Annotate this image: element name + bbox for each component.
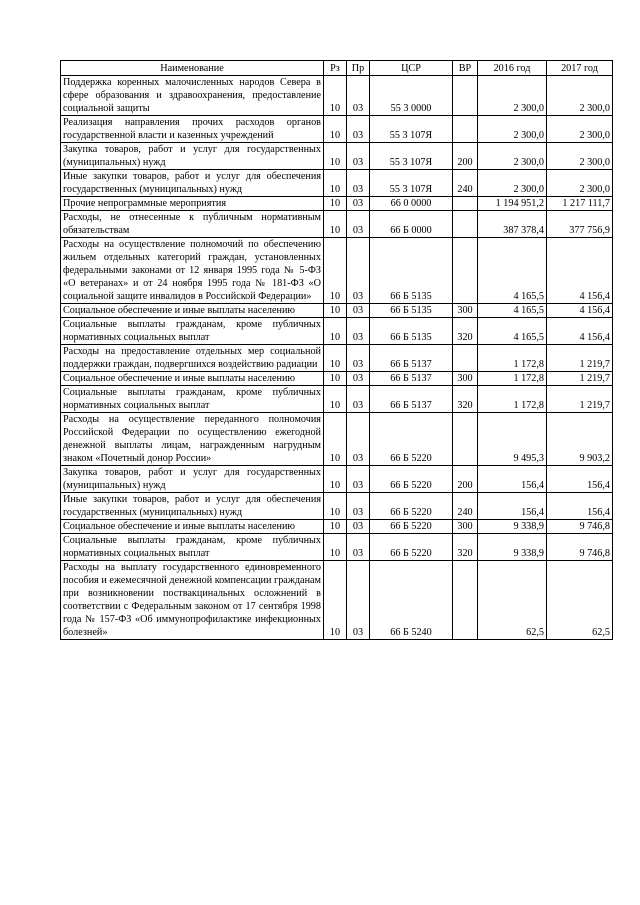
cell-name: Закупка товаров, работ и услуг для государственных (муниципальных) нужд [61, 143, 324, 170]
cell-vr: 240 [453, 170, 478, 197]
cell-rz: 10 [324, 304, 347, 318]
cell-pr: 03 [347, 520, 370, 534]
cell-csr: 55 3 107Я [370, 116, 453, 143]
cell-2016: 4 165,5 [478, 304, 547, 318]
cell-2017: 1 219,7 [547, 372, 613, 386]
cell-rz: 10 [324, 534, 347, 561]
table-body [61, 76, 613, 640]
table-row [61, 143, 613, 170]
cell-2016: 9 338,9 [478, 520, 547, 534]
table-row [61, 304, 613, 318]
cell-vr: 320 [453, 318, 478, 345]
cell-pr: 03 [347, 386, 370, 413]
cell-pr: 03 [347, 116, 370, 143]
table-row [61, 345, 613, 372]
cell-2016: 2 300,0 [478, 170, 547, 197]
cell-2016: 1 172,8 [478, 372, 547, 386]
cell-2016: 156,4 [478, 493, 547, 520]
cell-csr: 66 Б 5220 [370, 466, 453, 493]
cell-pr: 03 [347, 318, 370, 345]
cell-csr: 66 Б 5135 [370, 304, 453, 318]
cell-name: Расходы на осуществление полномочий по обеспечению жильем отдельных категорий граждан, установленных федеральными законами от 12 января 1995 года № 5-ФЗ «О ветеранах» и от 24 ноября 1995 года № 181-ФЗ «О социальной защите инвалидов в Российской Федерации» [61, 238, 324, 304]
cell-2016: 9 495,3 [478, 413, 547, 466]
cell-2017: 9 903,2 [547, 413, 613, 466]
cell-pr: 03 [347, 466, 370, 493]
cell-csr: 66 Б 5137 [370, 345, 453, 372]
document-page [60, 60, 612, 640]
cell-pr: 03 [347, 413, 370, 466]
cell-csr: 66 Б 5137 [370, 372, 453, 386]
cell-pr: 03 [347, 238, 370, 304]
cell-csr: 66 Б 5135 [370, 318, 453, 345]
header-name: Наименование [61, 61, 324, 76]
header-2016: 2016 год [478, 61, 547, 76]
cell-2016: 2 300,0 [478, 143, 547, 170]
cell-vr: 320 [453, 534, 478, 561]
cell-rz: 10 [324, 76, 347, 116]
cell-2016: 2 300,0 [478, 76, 547, 116]
cell-rz: 10 [324, 318, 347, 345]
table-row [61, 520, 613, 534]
cell-2017: 156,4 [547, 493, 613, 520]
header-2017: 2017 год [547, 61, 613, 76]
table-header [61, 61, 613, 76]
cell-rz: 10 [324, 238, 347, 304]
cell-name: Социальные выплаты гражданам, кроме публичных нормативных социальных выплат [61, 386, 324, 413]
cell-vr [453, 76, 478, 116]
table-row [61, 116, 613, 143]
cell-name: Социальные выплаты гражданам, кроме публичных нормативных социальных выплат [61, 534, 324, 561]
cell-vr [453, 413, 478, 466]
table-row [61, 197, 613, 211]
table-row [61, 413, 613, 466]
table-row [61, 466, 613, 493]
cell-2017: 2 300,0 [547, 76, 613, 116]
cell-2016: 387 378,4 [478, 211, 547, 238]
cell-2016: 4 165,5 [478, 238, 547, 304]
cell-vr: 320 [453, 386, 478, 413]
cell-name: Иные закупки товаров, работ и услуг для обеспечения государственных (муниципальных) нужд [61, 493, 324, 520]
cell-pr: 03 [347, 143, 370, 170]
cell-rz: 10 [324, 372, 347, 386]
cell-vr [453, 345, 478, 372]
cell-2017: 2 300,0 [547, 143, 613, 170]
table-row [61, 534, 613, 561]
cell-rz: 10 [324, 466, 347, 493]
cell-vr [453, 238, 478, 304]
header-csr: ЦСР [370, 61, 453, 76]
cell-csr: 66 Б 5220 [370, 534, 453, 561]
cell-name: Закупка товаров, работ и услуг для государственных (муниципальных) нужд [61, 466, 324, 493]
header-vr: ВР [453, 61, 478, 76]
cell-rz: 10 [324, 561, 347, 640]
cell-csr: 66 0 0000 [370, 197, 453, 211]
cell-name: Прочие непрограммные мероприятия [61, 197, 324, 211]
cell-name: Реализация направления прочих расходов органов государственной власти и казенных учреждений [61, 116, 324, 143]
cell-rz: 10 [324, 413, 347, 466]
cell-vr: 300 [453, 520, 478, 534]
cell-2017: 156,4 [547, 466, 613, 493]
cell-name: Социальное обеспечение и иные выплаты населению [61, 372, 324, 386]
cell-name: Поддержка коренных малочисленных народов Севера в сфере образования и здравоохранения, предоставление социальной защиты [61, 76, 324, 116]
cell-2017: 4 156,4 [547, 238, 613, 304]
cell-2017: 1 219,7 [547, 386, 613, 413]
cell-pr: 03 [347, 304, 370, 318]
cell-name: Расходы, не отнесенные к публичным нормативным обязательствам [61, 211, 324, 238]
cell-vr [453, 561, 478, 640]
table-row [61, 386, 613, 413]
cell-csr: 66 Б 5137 [370, 386, 453, 413]
cell-vr: 300 [453, 304, 478, 318]
cell-pr: 03 [347, 534, 370, 561]
cell-rz: 10 [324, 170, 347, 197]
cell-rz: 10 [324, 197, 347, 211]
cell-pr: 03 [347, 170, 370, 197]
cell-rz: 10 [324, 116, 347, 143]
cell-name: Расходы на предоставление отдельных мер социальной поддержки граждан, подвергшихся воздействию радиации [61, 345, 324, 372]
cell-2016: 4 165,5 [478, 318, 547, 345]
cell-name: Расходы на осуществление переданного полномочия Российской Федерации по осуществлению ежегодной денежной выплаты лицам, награжденным нагрудным знаком «Почетный донор России» [61, 413, 324, 466]
table-row [61, 170, 613, 197]
cell-2016: 1 194 951,2 [478, 197, 547, 211]
cell-csr: 66 Б 5135 [370, 238, 453, 304]
cell-name: Социальные выплаты гражданам, кроме публичных нормативных социальных выплат [61, 318, 324, 345]
cell-rz: 10 [324, 520, 347, 534]
cell-2016: 1 172,8 [478, 386, 547, 413]
cell-2017: 4 156,4 [547, 304, 613, 318]
cell-2017: 62,5 [547, 561, 613, 640]
cell-pr: 03 [347, 493, 370, 520]
cell-csr: 66 Б 5220 [370, 493, 453, 520]
cell-csr: 55 3 107Я [370, 170, 453, 197]
cell-2016: 62,5 [478, 561, 547, 640]
cell-name: Иные закупки товаров, работ и услуг для обеспечения государственных (муниципальных) нужд [61, 170, 324, 197]
cell-2016: 2 300,0 [478, 116, 547, 143]
cell-vr [453, 211, 478, 238]
cell-2016: 1 172,8 [478, 345, 547, 372]
cell-name: Расходы на выплату государственного единовременного пособия и ежемесячной денежной компенсации гражданам при возникновении поствакцинальных осложнений в соответствии с Федеральным законом от 17 сентября 1998 года № 157-ФЗ «Об иммунопрофилактике инфекционных болезней» [61, 561, 324, 640]
cell-pr: 03 [347, 197, 370, 211]
cell-rz: 10 [324, 493, 347, 520]
cell-2017: 4 156,4 [547, 318, 613, 345]
budget-table [60, 60, 613, 640]
cell-vr: 200 [453, 466, 478, 493]
cell-2017: 377 756,9 [547, 211, 613, 238]
cell-2017: 2 300,0 [547, 170, 613, 197]
cell-vr: 240 [453, 493, 478, 520]
cell-pr: 03 [347, 561, 370, 640]
cell-rz: 10 [324, 386, 347, 413]
cell-rz: 10 [324, 211, 347, 238]
table-row [61, 493, 613, 520]
cell-pr: 03 [347, 211, 370, 238]
table-row [61, 372, 613, 386]
cell-csr: 66 Б 5220 [370, 520, 453, 534]
cell-2017: 1 217 111,7 [547, 197, 613, 211]
header-rz: Рз [324, 61, 347, 76]
cell-rz: 10 [324, 143, 347, 170]
cell-vr: 300 [453, 372, 478, 386]
cell-vr: 200 [453, 143, 478, 170]
cell-rz: 10 [324, 345, 347, 372]
cell-vr [453, 116, 478, 143]
cell-2017: 1 219,7 [547, 345, 613, 372]
cell-csr: 55 3 0000 [370, 76, 453, 116]
header-row [61, 61, 613, 76]
table-row [61, 318, 613, 345]
header-pr: Пр [347, 61, 370, 76]
cell-csr: 66 Б 5220 [370, 413, 453, 466]
table-row [61, 76, 613, 116]
cell-2016: 156,4 [478, 466, 547, 493]
cell-2016: 9 338,9 [478, 534, 547, 561]
cell-csr: 55 3 107Я [370, 143, 453, 170]
cell-pr: 03 [347, 372, 370, 386]
cell-csr: 66 Б 5240 [370, 561, 453, 640]
cell-name: Социальное обеспечение и иные выплаты населению [61, 304, 324, 318]
table-row [61, 211, 613, 238]
table-row [61, 561, 613, 640]
cell-2017: 9 746,8 [547, 520, 613, 534]
cell-name: Социальное обеспечение и иные выплаты населению [61, 520, 324, 534]
cell-vr [453, 197, 478, 211]
table-row [61, 238, 613, 304]
cell-2017: 2 300,0 [547, 116, 613, 143]
cell-pr: 03 [347, 345, 370, 372]
cell-csr: 66 Б 0000 [370, 211, 453, 238]
cell-2017: 9 746,8 [547, 534, 613, 561]
cell-pr: 03 [347, 76, 370, 116]
